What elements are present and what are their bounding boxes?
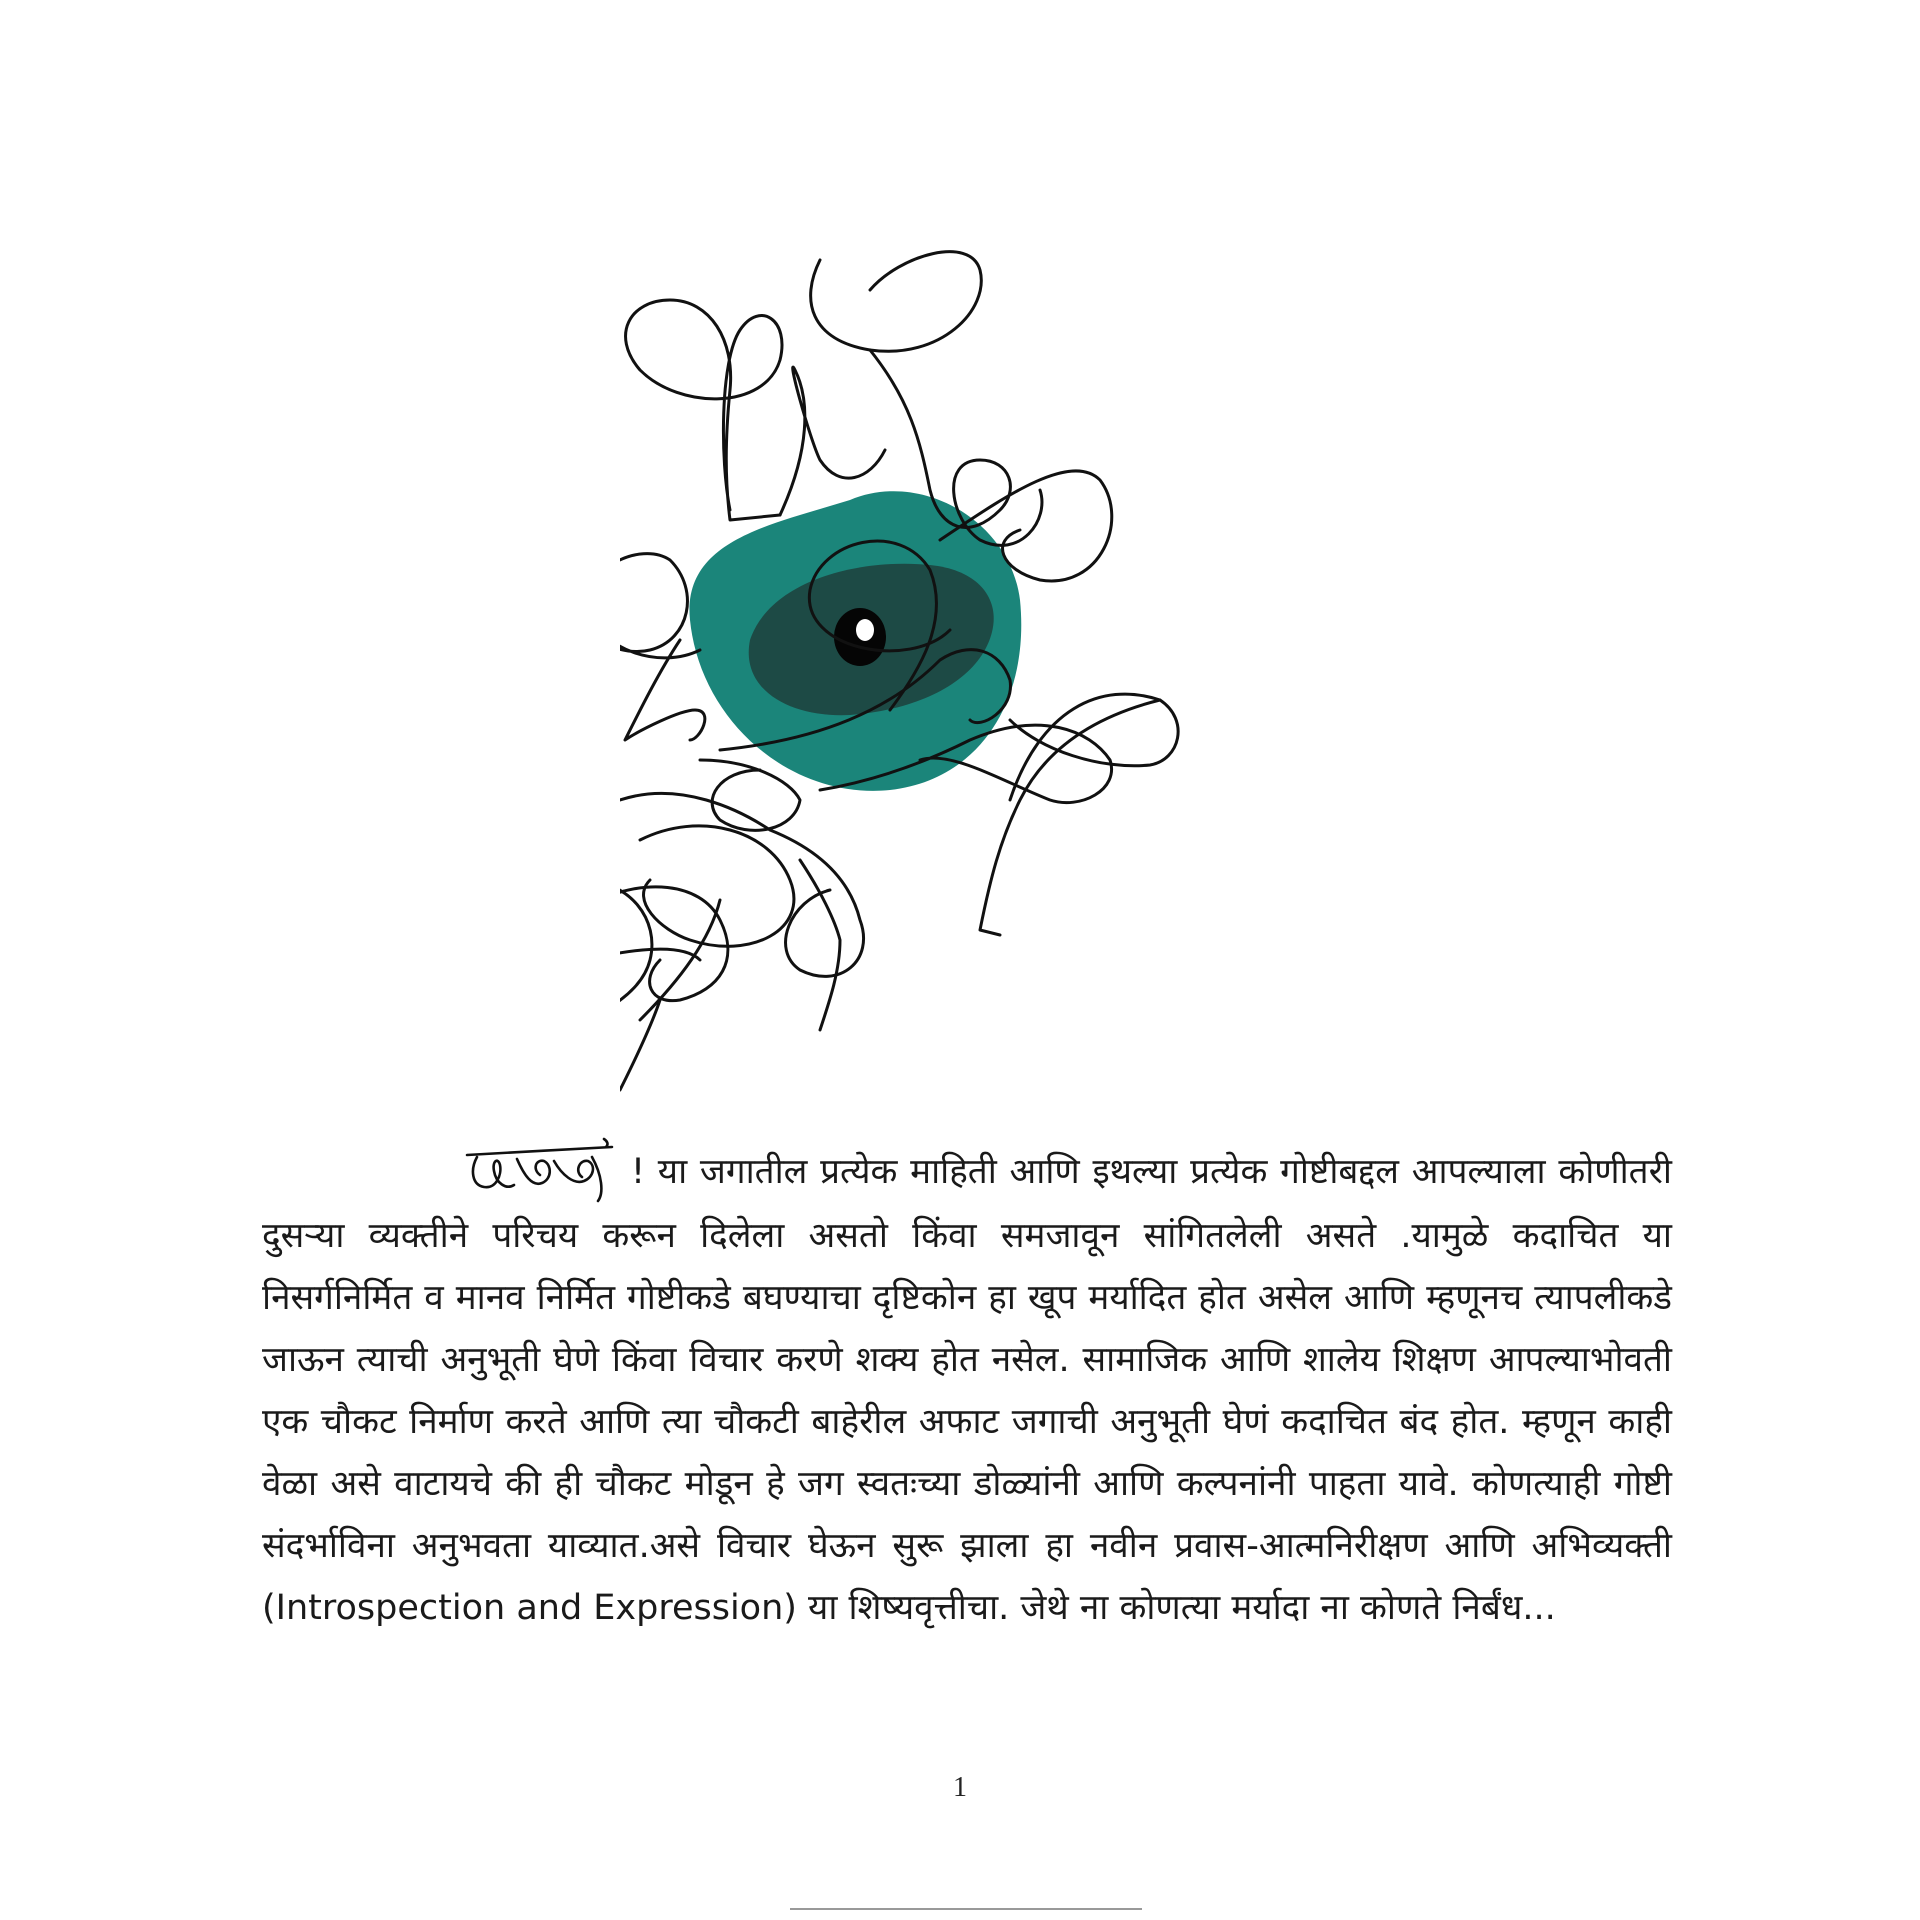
handwritten-word-image <box>462 1135 617 1205</box>
paragraph <box>262 1135 1672 1639</box>
footer-rule <box>790 1908 1142 1910</box>
page-number: 1 <box>953 1772 967 1803</box>
pupil-highlight <box>856 619 874 641</box>
paragraph-text: ! या जगातील प्रत्येक माहिती आणि इथल्या प्रत्येक गोष्टीबद्दल आपल्याला कोणीतरी दुसऱ्या व्यक्तीने परिचय करून दिलेला असतो किंवा समजावून सांगितलेली असते .यामुळे कदाचित या निसर्गनिर्मित व मानव निर्मित गोष्टीकडे बघण्याचा दृष्टिकोन हा खूप मर्यादित होत असेल आणि म्हणूनच त्यापलीकडे जाऊन त्याची अनुभूती घेणे किंवा विचार करणे शक्य होत नसेल. सामाजिक आणि शालेय शिक्षण आपल्याभोवती एक चौकट निर्माण करते आणि त्या चौकटी बाहेरील अफाट जगाची अनुभूती घेणं कदाचित बंद होत. म्हणून काही वेळा असे वाटायचे की ही चौकट मोडून हे जग स्वतःच्या डोळ्यांनी आणि कल्पनांनी पाहता यावे. कोणत्याही गोष्टी संदर्भाविना अनुभवता याव्यात.असे विचार घेऊन सुरू झाला हा नवीन प्रवास-आत्मनिरीक्षण आणि अभिव्यक्ती (Introspection and Expression) या शिष्यवृत्तीचा. जेथे ना कोणत्या मर्यादा ना कोणते निर्बंध... <box>262 1152 1672 1628</box>
eye-illustration <box>620 240 1400 1100</box>
body-text <box>262 1135 1672 1639</box>
